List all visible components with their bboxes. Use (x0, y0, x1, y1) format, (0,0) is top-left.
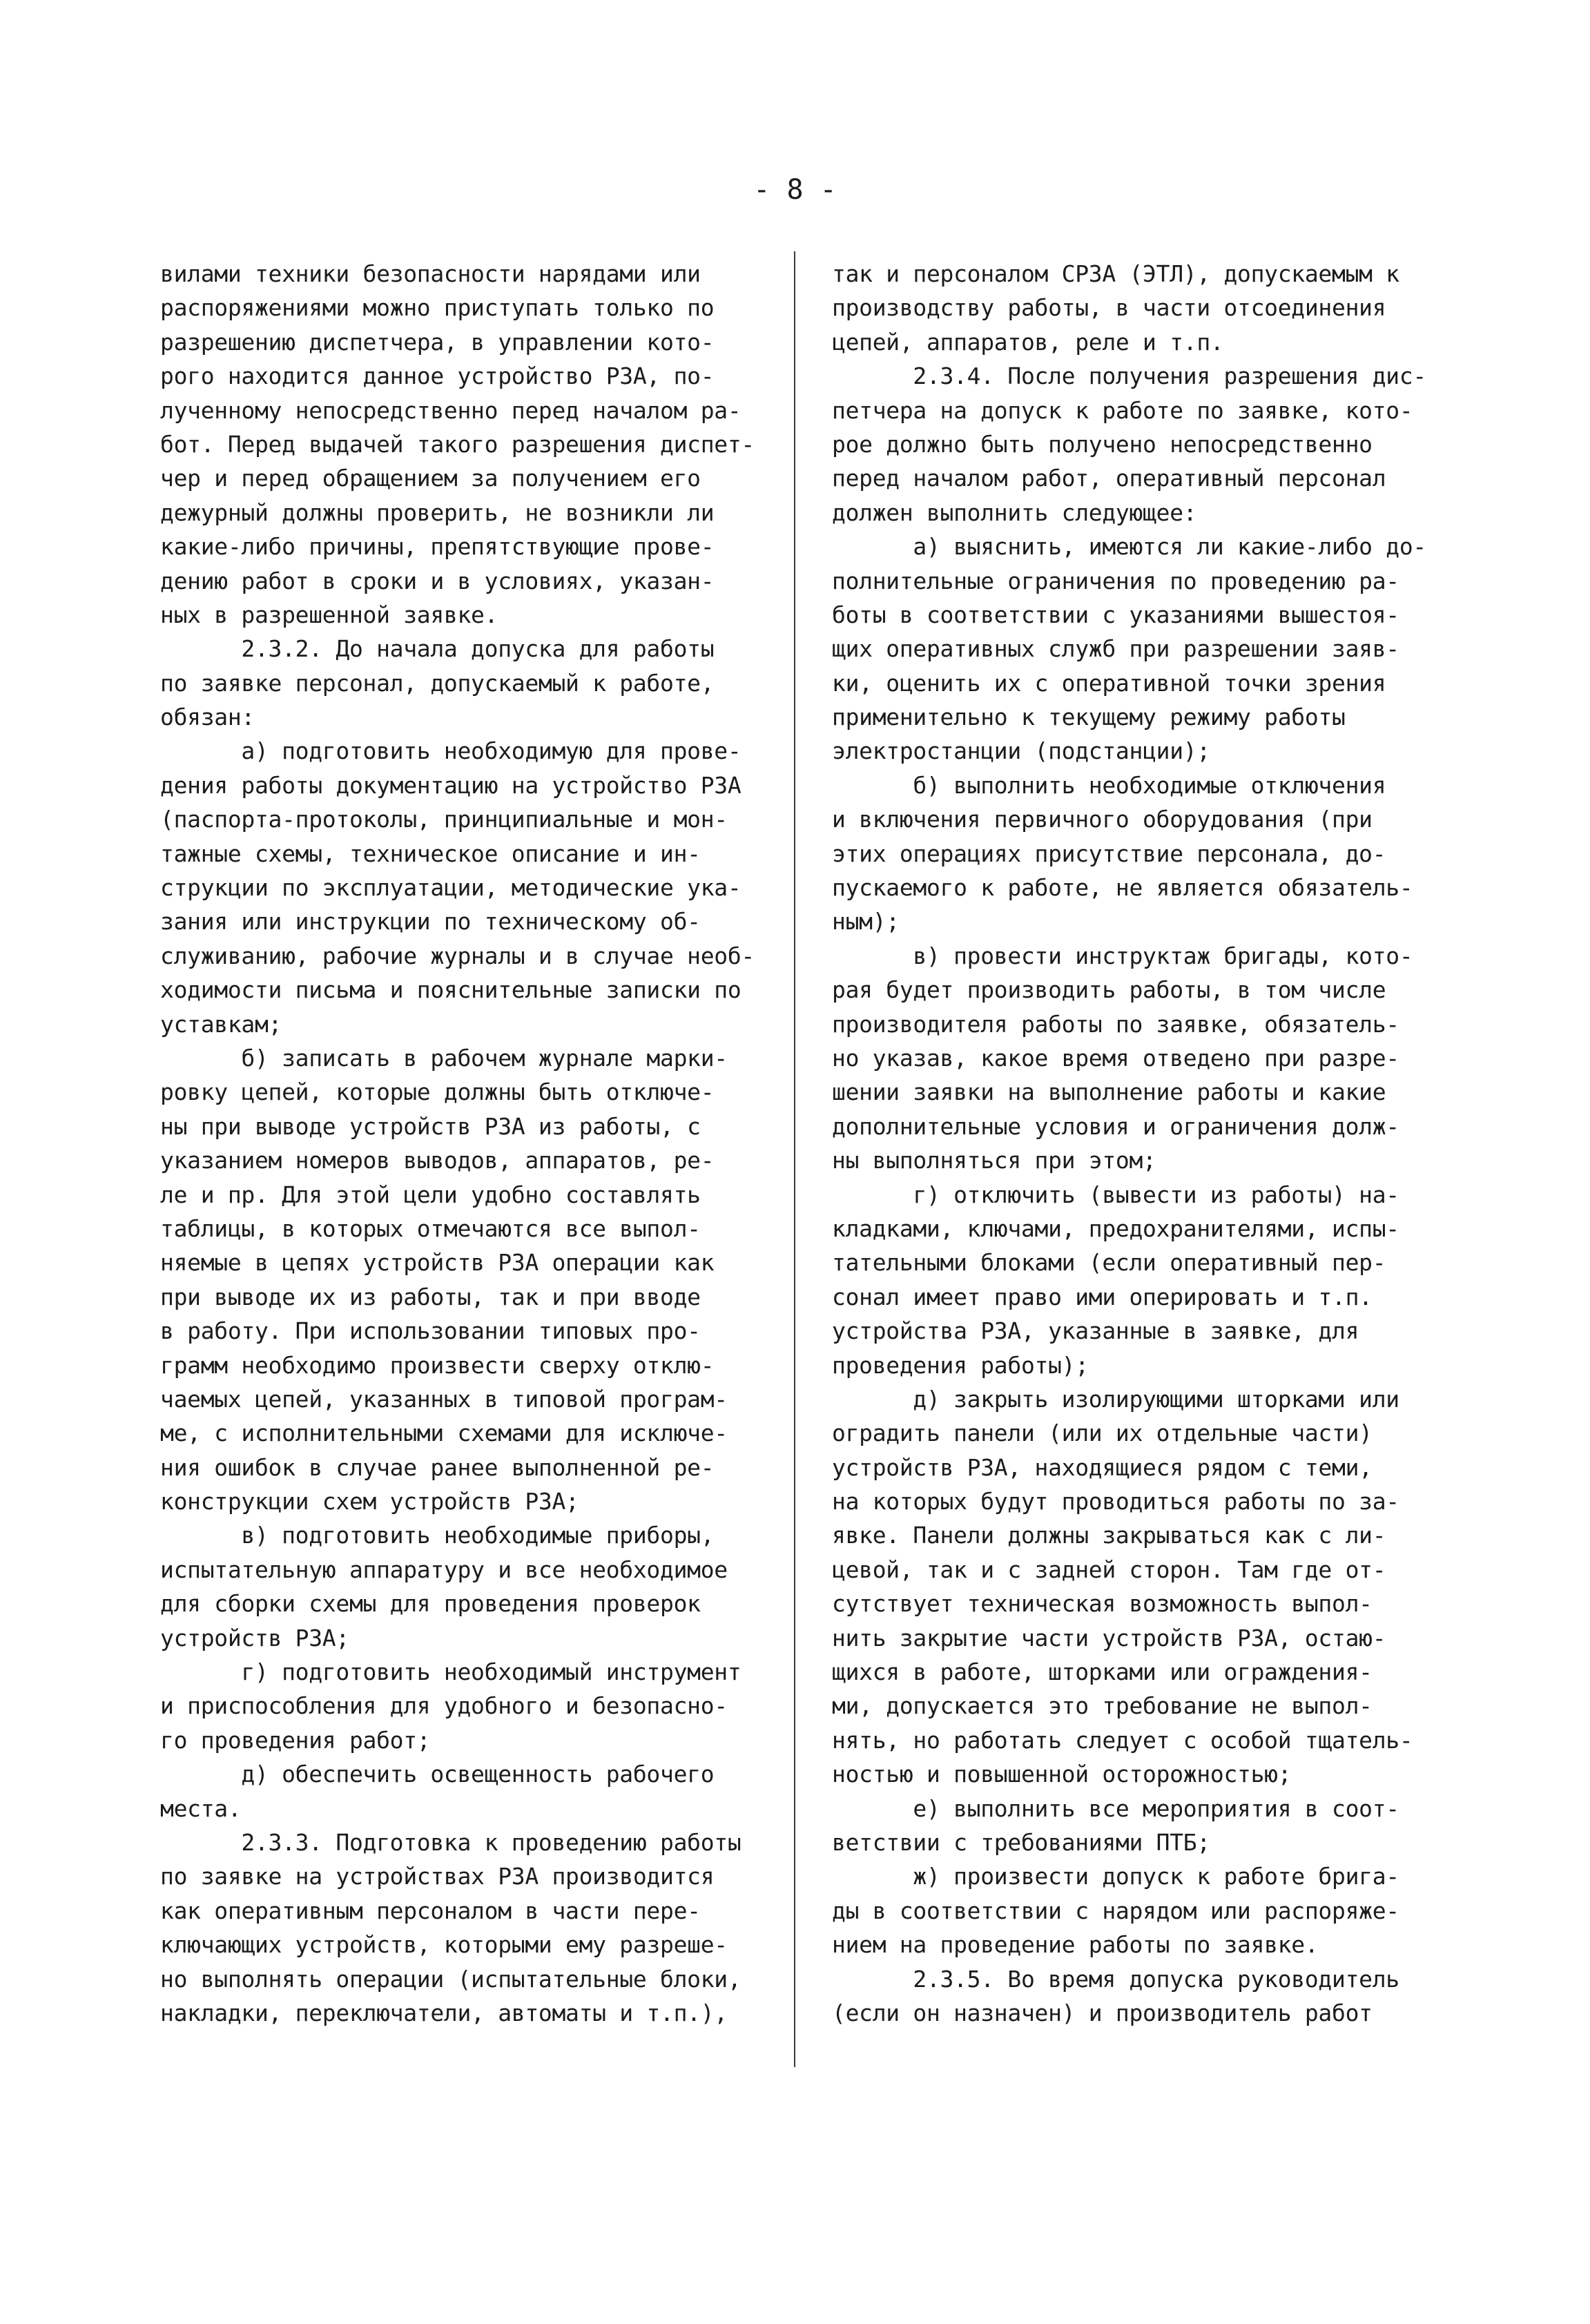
text-line: струкции по эксплуатации, методические ука- (160, 874, 741, 902)
text-line: ностью и повышенной осторожностью; (832, 1761, 1292, 1788)
text-line: е) выполнить все мероприятия в соот- (832, 1794, 1399, 1822)
text-line: ды в соответствии с нарядом или распоряже- (832, 1897, 1399, 1924)
text-line: щихся в работе, шторками или ограждения- (832, 1658, 1373, 1686)
text-line: по заявке на устройствах РЗА производится (160, 1863, 715, 1890)
text-line: места. (160, 1794, 242, 1822)
text-line: таблицы, в которых отмечаются все выпол- (160, 1214, 701, 1242)
text-line: г) отключить (вывести из работы) на- (832, 1181, 1399, 1208)
text-line: накладки, переключатели, автоматы и т.п.), (160, 1999, 728, 2026)
text-line: ходимости письма и пояснительные записки по (160, 976, 741, 1004)
text-line: ж) произвести допуск к работе брига- (832, 1863, 1399, 1890)
text-line: полнительные ограничения по проведению ра- (832, 567, 1399, 594)
text-line: ки, оценить их с оперативной точки зрения (832, 669, 1386, 697)
text-line: при выводе их из работы, так и при вводе (160, 1283, 701, 1310)
text-line: для сборки схемы для проведения проверок (160, 1590, 701, 1618)
text-line: сонал имеет право ими оперировать и т.п. (832, 1283, 1373, 1310)
text-line: ных в разрешенной заявке. (160, 601, 498, 628)
text-line: указанием номеров выводов, аппаратов, ре- (160, 1147, 715, 1174)
text-line: цепей, аппаратов, реле и т.п. (832, 328, 1224, 356)
text-line: тажные схемы, техническое описание и ин- (160, 840, 701, 867)
text-line: б) записать в рабочем журнале марки- (160, 1044, 728, 1072)
text-line: лученному непосредственно перед началом ра- (160, 396, 741, 424)
column-divider (794, 251, 795, 2067)
text-line: должен выполнить следующее: (832, 498, 1197, 526)
text-line: обязан: (160, 704, 255, 731)
text-line: устройств РЗА, находящиеся рядом с теми, (832, 1453, 1373, 1481)
text-line: оградить панели (или их отдельные части) (832, 1420, 1373, 1447)
text-line: вилами техники безопасности нарядами или (160, 260, 701, 287)
text-line: этих операциях присутствие персонала, до- (832, 840, 1386, 867)
text-line: а) выяснить, имеются ли какие-либо до- (832, 533, 1426, 561)
text-line: рая будет производить работы, в том числе (832, 976, 1386, 1004)
text-line: кладками, ключами, предохранителями, испы- (832, 1214, 1399, 1242)
text-line: чер и перед обращением за получением его (160, 465, 701, 492)
text-line: дополнительные условия и ограничения долж- (832, 1112, 1399, 1140)
text-line: так и персоналом СРЗА (ЭТЛ), допускаемым к (832, 260, 1399, 287)
text-line: устройств РЗА; (160, 1624, 349, 1652)
text-line: проведения работы); (832, 1351, 1089, 1379)
text-line: няемые в цепях устройств РЗА операции как (160, 1249, 715, 1277)
text-line: ветствии с требованиями ПТБ; (832, 1828, 1210, 1856)
text-line: устройства РЗА, указанные в заявке, для (832, 1317, 1359, 1345)
text-line: но выполнять операции (испытательные блоки, (160, 1965, 741, 1993)
text-line: по заявке персонал, допускаемый к работе, (160, 669, 715, 697)
text-line: зания или инструкции по техническому об- (160, 908, 701, 936)
text-line: рого находится данное устройство РЗА, по- (160, 362, 715, 390)
text-line: производству работы, в части отсоединения (832, 294, 1386, 322)
text-line: ния ошибок в случае ранее выполненной ре- (160, 1453, 715, 1481)
text-line: шении заявки на выполнение работы и какие (832, 1078, 1386, 1106)
text-line: д) обеспечить освещенность рабочего (160, 1761, 715, 1788)
left-text-column (160, 257, 768, 2030)
text-line: на которых будут проводиться работы по за- (832, 1488, 1399, 1516)
text-line: какие-либо причины, препятствующие прове- (160, 533, 715, 561)
text-line: электростанции (подстанции); (832, 737, 1210, 765)
text-line: ме, с исполнительными схемами для исключе- (160, 1420, 728, 1447)
text-line: 2.3.2. До начала допуска для работы (160, 635, 715, 663)
text-line: ми, допускается это требование не выпол- (832, 1692, 1373, 1720)
text-line: ключающих устройств, которыми ему разреше- (160, 1931, 728, 1959)
text-line: нить закрытие части устройств РЗА, остаю- (832, 1624, 1386, 1652)
text-line: пускаемого к работе, не является обязатель- (832, 874, 1413, 902)
text-line: перед началом работ, оперативный персонал (832, 465, 1386, 492)
page-number: - 8 - (753, 174, 837, 206)
text-line: конструкции схем устройств РЗА; (160, 1488, 579, 1516)
text-line: и включения первичного оборудования (при (832, 806, 1373, 833)
text-line: как оперативным персоналом в части пере- (160, 1897, 701, 1924)
text-line: нять, но работать следует с особой тщатель- (832, 1726, 1413, 1754)
text-line: ны при выводе устройств РЗА из работы, с (160, 1112, 701, 1140)
text-line: служиванию, рабочие журналы и в случае необ- (160, 942, 755, 969)
text-line: нием на проведение работы по заявке. (832, 1931, 1319, 1959)
text-line: б) выполнить необходимые отключения (832, 771, 1386, 799)
text-line: цевой, так и с задней сторон. Там где от- (832, 1556, 1386, 1583)
text-line: испытательную аппаратуру и все необходимое (160, 1556, 728, 1583)
text-line: (паспорта-протоколы, принципиальные и мон- (160, 806, 728, 833)
text-line: и приспособления для удобного и безопасно- (160, 1692, 728, 1720)
text-line: ровку цепей, которые должны быть отключе- (160, 1078, 715, 1106)
text-line: 2.3.5. Во время допуска руководитель (832, 1965, 1399, 1993)
text-line: грамм необходимо произвести сверху отклю- (160, 1351, 715, 1379)
text-line: 2.3.3. Подготовка к проведению работы (160, 1828, 741, 1856)
right-text-column (832, 257, 1439, 2030)
text-line: 2.3.4. После получения разрешения дис- (832, 362, 1426, 390)
text-line: но указав, какое время отведено при разре- (832, 1044, 1399, 1072)
text-line: распоряжениями можно приступать только по (160, 294, 715, 322)
text-line: в работу. При использовании типовых про- (160, 1317, 701, 1345)
text-line: г) подготовить необходимый инструмент (160, 1658, 741, 1686)
text-line: дения работы документацию на устройство РЗА (160, 771, 741, 799)
text-line: дежурный должны проверить, не возникли ли (160, 498, 715, 526)
text-line: производителя работы по заявке, обязатель- (832, 1010, 1399, 1038)
text-line: в) подготовить необходимые приборы, (160, 1522, 715, 1549)
text-line: чаемых цепей, указанных в типовой програм- (160, 1385, 728, 1413)
text-line: го проведения работ; (160, 1726, 431, 1754)
text-line: д) закрыть изолирующими шторками или (832, 1385, 1399, 1413)
text-line: разрешению диспетчера, в управлении кото- (160, 328, 715, 356)
text-line: применительно к текущему режиму работы (832, 704, 1346, 731)
text-line: ным); (832, 908, 900, 936)
text-line: дению работ в сроки и в условиях, указан- (160, 567, 715, 594)
text-line: явке. Панели должны закрываться как с ли- (832, 1522, 1386, 1549)
text-line: ле и пр. Для этой цели удобно составлять (160, 1181, 701, 1208)
text-line: в) провести инструктаж бригады, кото- (832, 942, 1413, 969)
text-line: петчера на допуск к работе по заявке, кото- (832, 396, 1413, 424)
text-line: уставкам; (160, 1010, 282, 1038)
text-line: а) подготовить необходимую для прове- (160, 737, 741, 765)
text-line: сутствует техническая возможность выпол- (832, 1590, 1373, 1618)
text-line: боты в соответствии с указаниями вышестоя- (832, 601, 1399, 628)
text-line: рое должно быть получено непосредственно (832, 430, 1373, 458)
text-line: (если он назначен) и производитель работ (832, 1999, 1373, 2026)
text-line: тательными блоками (если оперативный пер- (832, 1249, 1386, 1277)
text-line: щих оперативных служб при разрешении заяв- (832, 635, 1399, 663)
text-line: бот. Перед выдачей такого разрешения диспет- (160, 430, 755, 458)
text-line: ны выполняться при этом; (832, 1147, 1156, 1174)
